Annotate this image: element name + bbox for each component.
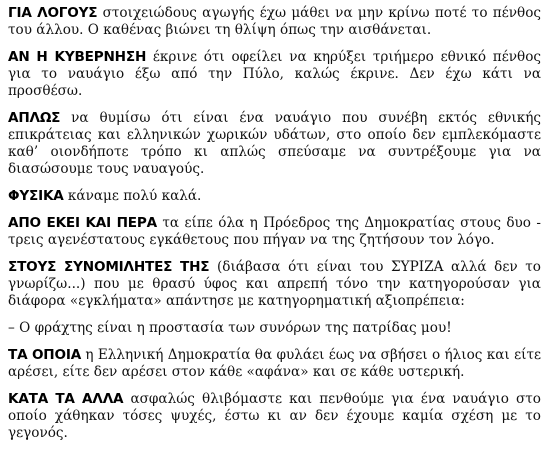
paragraph-text: η Ελληνική Δημοκρατία θα φυλάει έως να σβήσει ο ήλιος και είτε αρέσει, είτε δεν αρέσει στον κάθε «αφάνα» και σε κάθε υστερική. <box>8 347 542 380</box>
paragraph-lead: ΑΝ Η ΚΥΒΕΡΝΗΣΗ <box>8 49 147 65</box>
paragraph-3 <box>8 110 541 178</box>
paragraph-lead: ΑΠΛΩΣ <box>8 110 61 126</box>
paragraph-lead: ΚΑΤΑ ΤΑ ΑΛΛΑ <box>8 391 124 407</box>
paragraph-text: (διάβασα ότι είναι του ΣΥΡΙΖΑ αλλά δεν το γνωρίζω...) που με θρασύ ύφος και απρεπή τόνο την κατηγορούσαν για διάφορα «εγκλήματα» απάντησε με κατηγορηματική αξιοπρέπεια: <box>8 259 541 309</box>
paragraph-text: έκρινε ότι οφείλει να κηρύξει τριήμερο εθνικό πένθος για το ναυάγιο έξω από την Πύλο, καλώς έκρινε. Δεν έχω κάτι να προσθέσω. <box>8 49 542 99</box>
paragraph-9 <box>8 391 541 442</box>
article-body <box>8 5 541 452</box>
paragraph-text: κάναμε πολύ καλά. <box>63 188 202 204</box>
paragraph-4 <box>8 188 541 205</box>
paragraph-lead: ΑΠΟ ΕΚΕΙ ΚΑΙ ΠΕΡΑ <box>8 215 157 231</box>
paragraph-5 <box>8 215 541 249</box>
paragraph-text: να θυμίσω ότι είναι ένα ναυάγιο που συνέβη εκτός εθνικής επικράτειας και ελληνικών χωρικών υδάτων, στο οποίο δεν εμπλεκόμαστε καθ’ οιονδήποτε τρόπο κι απλώς σπεύσαμε να συντρέξουμε για να διασώσουμε τους ναυαγούς. <box>8 110 541 177</box>
paragraph-8 <box>8 347 541 381</box>
paragraph-lead: ΓΙΑ ΛΟΓΟΥΣ <box>8 5 98 21</box>
paragraph-2 <box>8 49 541 100</box>
paragraph-6 <box>8 259 541 310</box>
paragraph-1 <box>8 5 541 39</box>
paragraph-lead: ΦΥΣΙΚΑ <box>8 188 64 204</box>
paragraph-text: τα είπε όλα η Πρόεδρος της Δημοκρατίας στους δυο - τρεις αγενέστατους εγκάθετους που πήγαν να της ζητήσουν τον λόγο. <box>8 215 541 248</box>
paragraph-lead: ΣΤΟΥΣ ΣΥΝΟΜΙΛΗΤΕΣ ΤΗΣ <box>8 259 210 275</box>
paragraph-text: – Ο φράχτης είναι η προστασία των συνόρων της πατρίδας μου! <box>8 320 452 336</box>
paragraph-text: στοιχειώδους αγωγής έχω μάθει να μην κρίνω ποτέ το πένθος του άλλου. Ο καθένας βιώνει τη θλίψη όπως την αισθάνεται. <box>8 5 541 38</box>
paragraph-text: ασφαλώς θλιβόμαστε και πενθούμε για ένα ναυάγιο στο οποίο χάθηκαν τόσες ψυχές, έστω κι αν δεν έχουμε καμία σχέση με το γεγονός. <box>8 391 541 441</box>
paragraph-lead: ΤΑ ΟΠΟΙΑ <box>8 347 82 363</box>
paragraph-7-quote <box>8 320 541 337</box>
